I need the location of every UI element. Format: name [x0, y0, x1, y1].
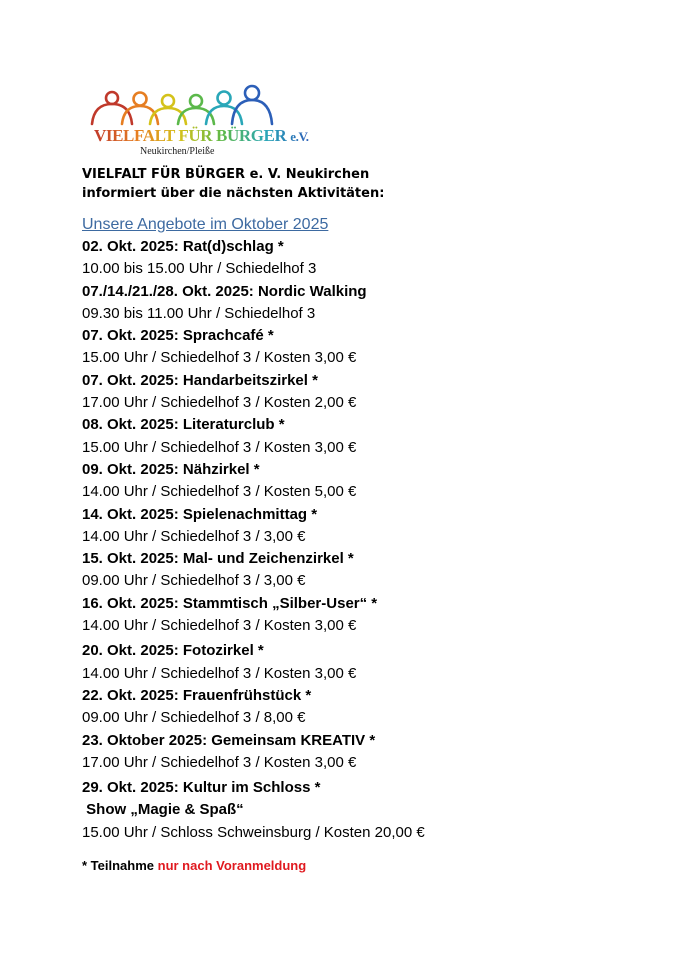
event-item: [82, 593, 662, 638]
event-details: 14.00 Uhr / Schiedelhof 3 / Kosten 3,00 €: [82, 617, 357, 635]
logo-title: VIELFALT FÜR BÜRGER e.V.: [94, 126, 309, 145]
event-details: 15.00 Uhr / Schiedelhof 3 / Kosten 3,00 €: [82, 349, 357, 367]
activities-section: [82, 214, 662, 844]
event-item: [82, 236, 662, 281]
logo: [82, 84, 309, 162]
event-details: 17.00 Uhr / Schiedelhof 3 / Kosten 2,00 €: [82, 394, 357, 412]
event-title: 22. Okt. 2025: Frauenfrühstück *: [82, 686, 312, 704]
footnote-highlight: nur nach Voranmeldung: [157, 858, 307, 873]
event-item: [82, 281, 662, 326]
event-title: 07. Okt. 2025: Handarbeitszirkel *: [82, 371, 318, 389]
event-details: 09.00 Uhr / Schiedelhof 3 / 8,00 €: [82, 709, 306, 727]
event-details: 15.00 Uhr / Schloss Schweinsburg / Kosten 20,00 €: [82, 823, 425, 841]
event-item: [82, 640, 662, 685]
event-title: 15. Okt. 2025: Mal- und Zeichenzirkel *: [82, 550, 354, 568]
event-item: [82, 685, 662, 730]
event-subtitle: Show „Magie & Spaß“: [82, 801, 244, 819]
event-item: [82, 459, 662, 504]
event-item: [82, 548, 662, 593]
event-item: [82, 325, 662, 370]
event-details: 14.00 Uhr / Schiedelhof 3 / Kosten 3,00 €: [82, 664, 357, 682]
footnote-prefix: * Teilnahme: [82, 858, 158, 873]
event-item: [82, 504, 662, 549]
event-title: 08. Okt. 2025: Literaturclub *: [82, 416, 285, 434]
event-title: 20. Okt. 2025: Fotozirkel *: [82, 642, 264, 660]
intro-line-1: VIELFALT FÜR BÜRGER e. V. Neukirchen: [82, 167, 370, 182]
event-details: 14.00 Uhr / Schiedelhof 3 / Kosten 5,00 €: [82, 483, 357, 501]
event-title: 16. Okt. 2025: Stammtisch „Silber-User“ *: [82, 594, 378, 612]
event-details: 15.00 Uhr / Schiedelhof 3 / Kosten 3,00 €: [82, 438, 357, 456]
event-details: 09.00 Uhr / Schiedelhof 3 / 3,00 €: [82, 572, 306, 590]
event-item: [82, 370, 662, 415]
event-item: [82, 730, 662, 775]
event-details: 10.00 bis 15.00 Uhr / Schiedelhof 3: [82, 260, 317, 278]
event-title: 14. Okt. 2025: Spielenachmittag *: [82, 505, 318, 523]
event-item: [82, 414, 662, 459]
event-title: 29. Okt. 2025: Kultur im Schloss *: [82, 779, 321, 797]
logo-subtitle: Neukirchen/Pleiße: [140, 146, 215, 157]
event-item: [82, 777, 662, 844]
event-details: 14.00 Uhr / Schiedelhof 3 / 3,00 €: [82, 527, 306, 545]
event-title: 02. Okt. 2025: Rat(d)schlag *: [82, 238, 284, 255]
event-title: 23. Oktober 2025: Gemeinsam KREATIV *: [82, 731, 376, 749]
event-title: 09. Okt. 2025: Nähzirkel *: [82, 460, 260, 478]
section-heading: Unsere Angebote im Oktober 2025: [82, 216, 329, 233]
event-details: 09.30 bis 11.00 Uhr / Schiedelhof 3: [82, 304, 316, 322]
event-title: 07./14./21./28. Okt. 2025: Nordic Walking: [82, 282, 367, 300]
footnote: [82, 858, 306, 873]
event-title: 07. Okt. 2025: Sprachcafé *: [82, 327, 274, 345]
event-details: 17.00 Uhr / Schiedelhof 3 / Kosten 3,00 €: [82, 753, 357, 771]
intro-line-2: informiert über die nächsten Aktivitäten:: [82, 186, 385, 201]
intro-text: [82, 165, 384, 203]
